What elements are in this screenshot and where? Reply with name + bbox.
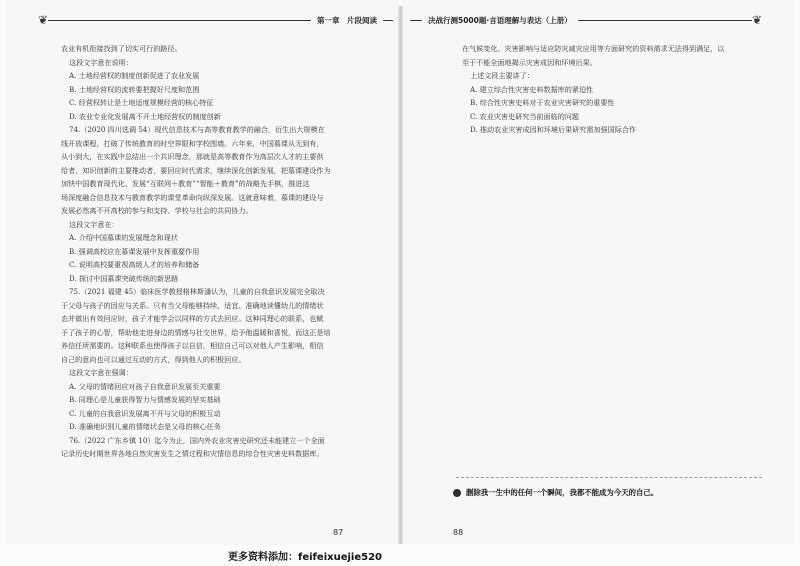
option-b: B. 同理心是儿童获得智力与情感发展的坚实基础 (69, 395, 221, 404)
option-b: B. 强调高校应在慕课发展中发挥重要作用 (69, 246, 200, 256)
header-rule (383, 20, 393, 21)
motto-text: 删除我一生中的任何一个瞬间，我都不能成为今天的自己。 (466, 488, 659, 497)
question-74-stem: 74.（2020 四川选调 54）现代信息技术与高等教育教学的融合，衍生出大规模在 (69, 125, 325, 134)
right-header-title: 决战行测5000题·言语理解与表达（上册） (428, 15, 572, 25)
footer-caption (0, 548, 800, 563)
option-c: C. 经营权转让是土地适度规模经营的核心特征 (69, 98, 214, 107)
text-line: 从小到大，在实践中总结出一个共识理念，那就是高等教育作为高层次人才的主要供 (61, 152, 324, 161)
right-running-header (410, 13, 762, 27)
text-line: 至于不能全面地揭示灾害成因和环境后果。 (462, 57, 597, 67)
option-a: A. 介绍中国慕课的发展理念和现状 (69, 233, 178, 242)
motto-box (453, 487, 763, 498)
text-line: 自己的意向也可以通过互动的方式，得到他人的积极回应。 (61, 354, 246, 364)
left-running-header (38, 13, 393, 27)
text-line: 态并做出有效回应时，孩子才能学会以同样的方式去回应。这种同理心的联系，也赋 (61, 314, 324, 323)
question-prompt: 这段文字意在说明： (69, 57, 133, 67)
text-line: 给者，知识创新的主要推动者，要回应时代需求，继续深化创新发展，把慕课建设作为 (61, 165, 331, 175)
text-line: 予了孩子的心智，帮助他走进身边的情感与社交世界，给予他温暖和喜悦，而这正是培 (61, 327, 331, 337)
option-c: C. 儿童的自我意识发展离不开与父母的积极互动 (69, 408, 221, 418)
text-line: 于父母与孩子的因应与关系。只有当父母能够持续、适宜、准确地读懂幼儿的情绪状 (61, 300, 324, 310)
option-c: C. 说明高校要重视高级人才的培养和储备 (69, 260, 200, 269)
option-b: B. 综合性灾害史料对于农业灾害研究的重要性 (470, 98, 615, 107)
bullet-icon (453, 489, 461, 497)
book-gutter (398, 6, 403, 544)
option-a: A. 建立综合性灾害史料数据库的紧迫性 (470, 84, 594, 94)
right-page-number: 88 (453, 528, 464, 537)
leaf-ornament-icon: ❦ (751, 13, 762, 27)
text-line: 线开放课程，打破了传统教育的时空界限和学校围墙。六年来，中国慕课从无到有， (61, 138, 324, 148)
leaf-ornament-icon: ❦ (38, 13, 49, 27)
text-line: 发展必然离不开高校的参与和支持、学校与社会的共同协力。 (61, 206, 253, 215)
text-line: 记录历史时期世界各地自然灾害发生之情过程和灾情信息的综合性灾害史料数据库。 (61, 449, 324, 458)
text-line: 场深度融合信息技术与教育教学的课堂革命向纵深发展。这就意味着，慕课的建设与 (61, 192, 324, 202)
left-page-number: 87 (333, 528, 344, 537)
footer-text: 更多资料添加：feifeixuejie520 (228, 552, 382, 563)
question-75-stem: 75.（2021 福建 45）临床医学教授格林斯潘认为，儿童的自我意识发展完全取决 (69, 287, 325, 296)
option-d: D. 探讨中国慕课突破传统的新思路 (69, 273, 179, 283)
question-76-stem: 76.（2022 广东乡镇 10）迄今为止，国内外农业灾害史研究还未能建立一个全面 (69, 435, 325, 445)
question-prompt: 这段文字意在： (69, 219, 119, 229)
left-header-title: 第一章 片段阅读 (317, 15, 377, 25)
header-rule (48, 20, 311, 21)
text-line: 养信任所需要的。这种联系也使得孩子以自信，相信自己可以对他人产生影响，相信 (61, 341, 324, 350)
text-line: 农业有机衔接找到了切实可行的路径。 (61, 44, 182, 53)
header-rule (410, 20, 422, 21)
option-a: A. 土地经营权的制度创新促进了农业发展 (69, 71, 200, 80)
option-c: C. 农业灾害史研究当前面临的问题 (470, 111, 579, 121)
header-rule (578, 20, 752, 21)
option-d: D. 农业专业化发展离不开土地经营权的制度创新 (69, 111, 221, 121)
text-line: 加快中国教育现代化、发展“互联网＋教育”“智能＋教育”的战略先手棋，推进这 (61, 179, 310, 188)
option-a: A. 父母的情绪回应对孩子自我意识发展至关重要 (69, 381, 221, 391)
option-b: B. 土地经营权的流转要把握好尺度和范围 (69, 84, 200, 94)
motto-divider (456, 477, 762, 478)
right-page-text (462, 42, 762, 137)
option-d: D. 推动农业灾害成因和环境后果研究需加强国际合作 (470, 125, 637, 134)
question-prompt: 这段文字意在强调： (69, 368, 133, 377)
option-d: D. 准确地识别儿童的情绪状态是父母的核心任务 (69, 422, 221, 431)
left-page-text (61, 42, 391, 461)
text-line: 在气候变化、灾害影响与适应防灾减灾应用等方面研究的资料需求无法得到满足，以 (462, 44, 725, 53)
question-prompt: 上述文段主要讲了： (470, 71, 534, 80)
